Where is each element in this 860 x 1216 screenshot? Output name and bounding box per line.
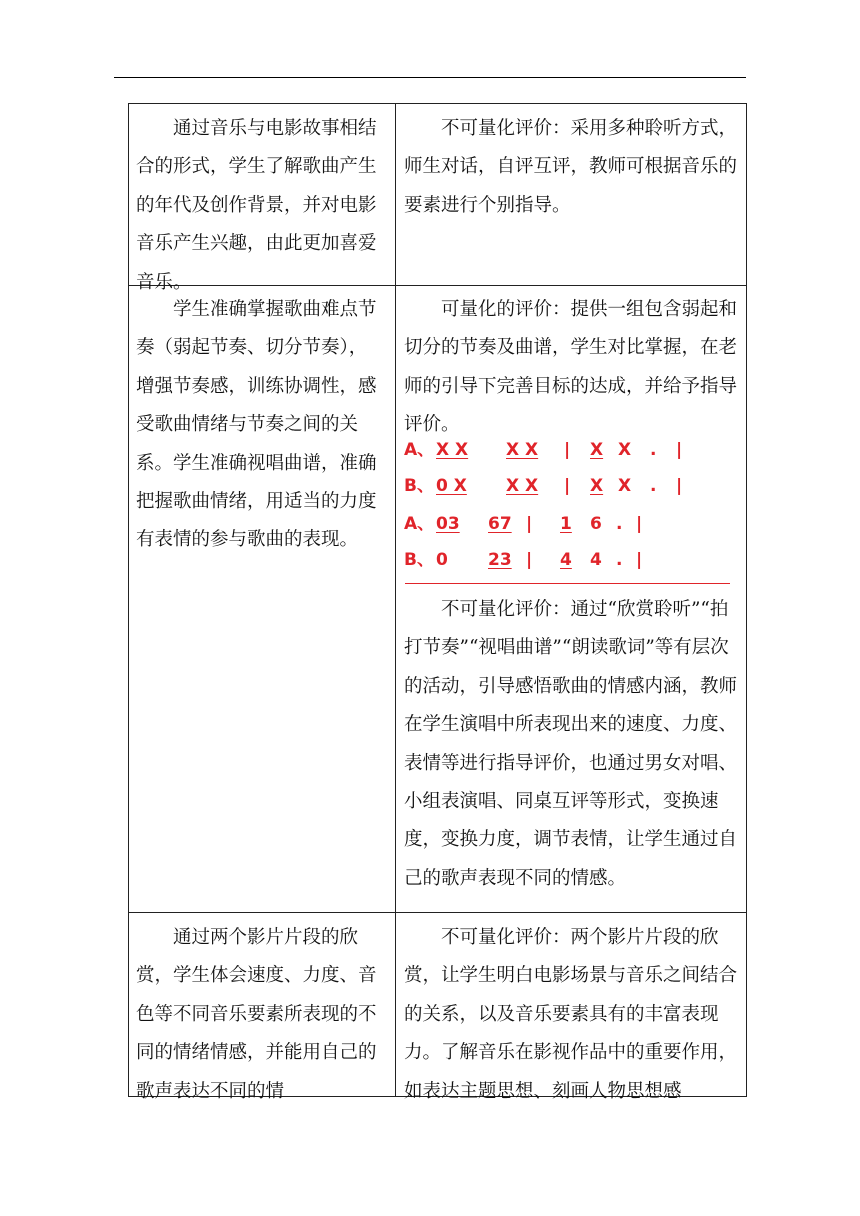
notation-row (404, 508, 734, 540)
notation-beat: 23 (488, 550, 512, 570)
row2-goal-cell (136, 291, 384, 560)
row2-quantifiable-cell (404, 291, 740, 445)
rhythm-notation (404, 434, 734, 584)
row1-evaluation-cell (404, 110, 740, 225)
barline: | (526, 514, 533, 534)
row2-quantifiable-text: 可量化的评价：提供一组包含弱起和切分的节奏及曲谱，学生对比掌握，在老师的引导下完善目标的达成，并给予指导评价。 (404, 299, 738, 436)
notation-beat: X X (506, 476, 539, 496)
barline: | (676, 476, 683, 496)
augmentation-dot: . (650, 440, 657, 460)
notation-beat: X X (506, 440, 539, 460)
notation-beat: X (618, 476, 632, 496)
barline: | (564, 476, 571, 496)
notation-beat: X (618, 440, 632, 460)
barline: | (676, 440, 683, 460)
row2-unquantifiable-text: 不可量化评价：通过“欣赏聆听”“拍打节奏”“视唱曲谱”“朗读歌词”等有层次的活动，引导感悟歌曲的情感内涵，教师在学生演唱中所表现出来的速度、力度、表情等进行指导评价，也通过男女对唱、小组表演唱、同桌互评等形式，变换速度，变换力度，调节表情，让学生通过自己的歌声表现不同的情感。 (404, 599, 738, 889)
row1-evaluation-text: 不可量化评价：采用多种聆听方式，师生对话，自评互评，教师可根据音乐的要素进行个别指导。 (404, 118, 738, 216)
notation-beat: 4 (590, 550, 602, 570)
augmentation-dot: . (616, 514, 623, 534)
augmentation-dot: . (616, 550, 623, 570)
notation-beat: 0 (436, 550, 448, 570)
notation-divider (405, 583, 730, 584)
augmentation-dot: . (650, 476, 657, 496)
barline: | (564, 440, 571, 460)
notation-row (404, 544, 734, 576)
barline: | (636, 514, 643, 534)
header-rule (114, 77, 746, 78)
row2-unquantifiable-cell (404, 591, 740, 898)
row2-goal-text: 学生准确掌握歌曲难点节奏（弱起节奏、切分节奏），增强节奏感，训练协调性，感受歌曲情绪与节奏之间的关系。学生准确视唱曲谱，准确把握歌曲情绪，用适当的力度有表情的参与歌曲的表现。 (136, 299, 377, 551)
notation-row (404, 470, 734, 502)
notation-beat: X (590, 476, 604, 496)
notation-label: A、 (404, 514, 435, 534)
notation-beat: X (590, 440, 604, 460)
notation-beat: 4 (560, 550, 572, 570)
barline: | (636, 550, 643, 570)
notation-beat: 67 (488, 514, 512, 534)
row3-evaluation-text: 不可量化评价：两个影片片段的欣赏，让学生明白电影场景与音乐之间结合的关系，以及音乐要素具有的丰富表现力。了解音乐在影视作品中的重要作用，如表达主题思想、刻画人物思想感 (404, 927, 738, 1102)
row1-goal-text: 通过音乐与电影故事相结合的形式，学生了解歌曲产生的年代及创作背景，并对电影音乐产生兴趣，由此更加喜爱音乐。 (136, 118, 377, 293)
notation-beat: 0 X (436, 476, 467, 496)
barline: | (526, 550, 533, 570)
notation-beat: 6 (590, 514, 602, 534)
notation-beat: X X (436, 440, 469, 460)
notation-beat: 1 (560, 514, 572, 534)
notation-label: A、 (404, 440, 435, 460)
row3-evaluation-cell (404, 919, 740, 1111)
row3-goal-text: 通过两个影片片段的欣赏，学生体会速度、力度、音色等不同音乐要素所表现的不同的情绪情感，并能用自己的歌声表达不同的情 (136, 927, 377, 1102)
row3-goal-cell (136, 919, 384, 1111)
notation-label: B、 (404, 476, 434, 496)
notation-label: B、 (404, 550, 434, 570)
notation-beat: 03 (436, 514, 460, 534)
row1-goal-cell (136, 110, 384, 302)
notation-row (404, 434, 734, 466)
